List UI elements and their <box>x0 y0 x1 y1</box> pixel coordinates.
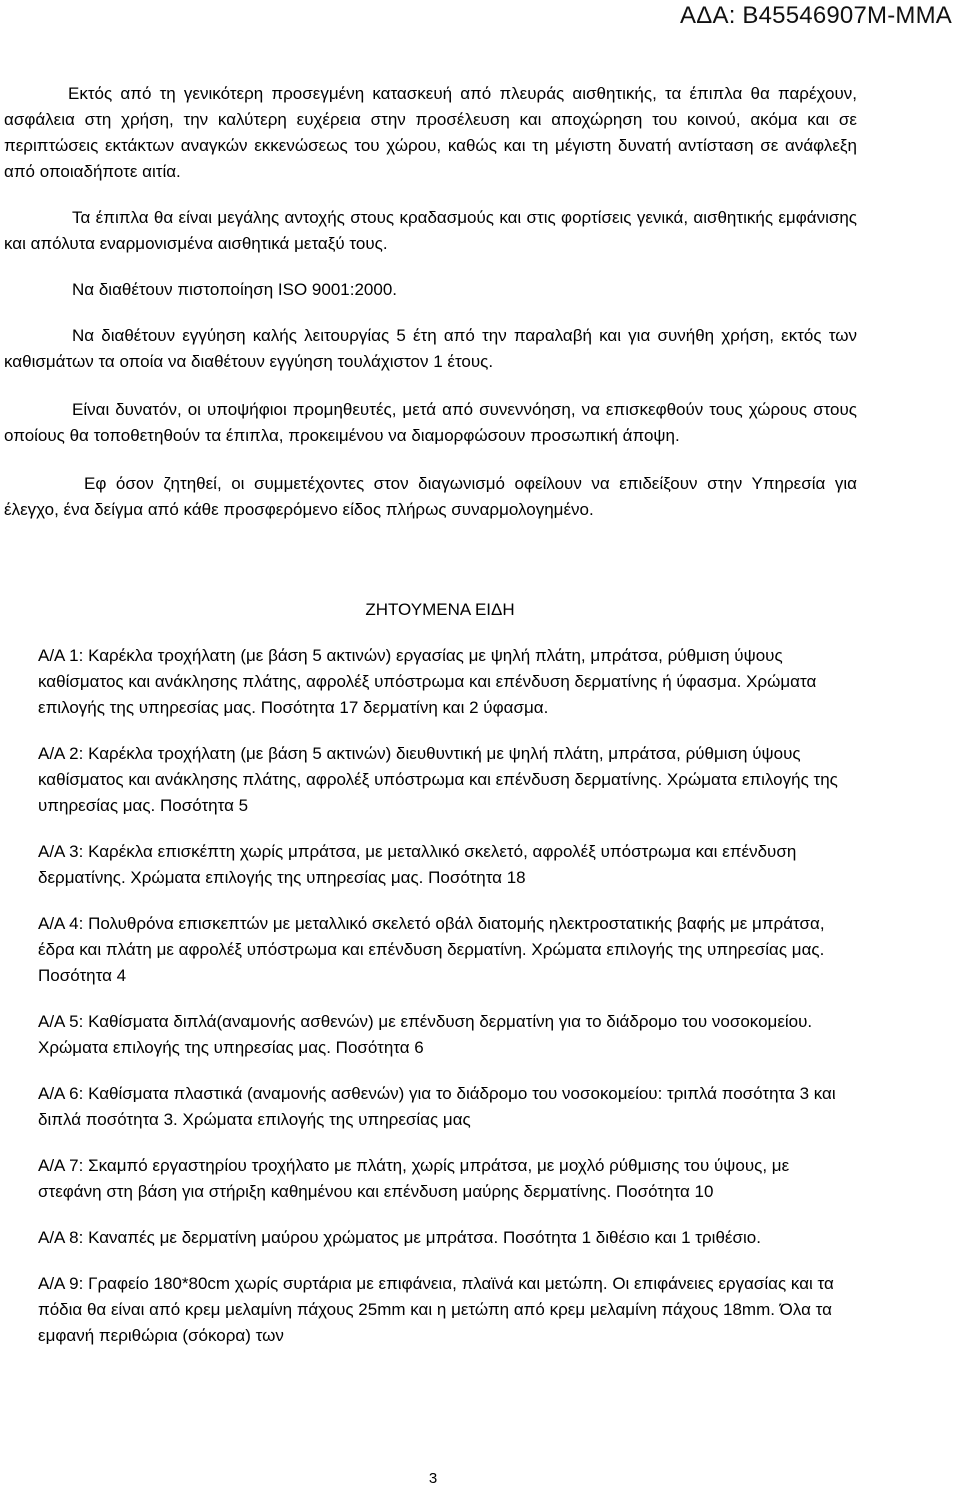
list-item <box>38 1271 853 1349</box>
intro-paragraph-1: Εκτός από τη γενικότερη προσεγμένη κατασκευή από πλευράς αισθητικής, τα έπιπλα θα παρέχουν, ασφάλεια στη χρήση, την καλύτερη ευχέρεια στην προσέλευση και αποχώρηση του κοινού, ακόμα και σε περιπτώσεις εκτάκτων αναγκών εκκενώσεως του χώρου, καθώς και τη μέγιστη δυνατή αντίσταση σε ανάφλεξη από οποιαδήποτε αιτία. <box>4 84 857 181</box>
intro-paragraph-4: Να διαθέτουν εγγύηση καλής λειτουργίας 5 έτη από την παραλαβή και για συνήθη χρήση, εκτός των καθισμάτων τα οποία να διαθέτουν εγγύηση τουλάχιστον 1 έτους. <box>4 326 857 371</box>
item-text-4: Α/Α 4: Πολυθρόνα επισκεπτών με μεταλλικό σκελετό οβάλ διατομής ηλεκτροστατικής βαφής με μπράτσα, έδρα και πλάτη με αφρολέξ υπόστρωμα και επένδυση δερματίνη. Χρώματα επιλογής της υπηρεσίας μας. Ποσότητα 4 <box>38 914 825 985</box>
intro-paragraph-6: Εφ όσον ζητηθεί, οι συμμετέχοντες στον διαγωνισμό οφείλουν να επιδείξουν στην Υπηρεσία για έλεγχο, ένα δείγμα από κάθε προσφερόμενο είδος πλήρως συναρμολογημένο. <box>4 474 857 519</box>
item-text-3: Α/Α 3: Καρέκλα επισκέπτη χωρίς μπράτσα, με μεταλλικό σκελετό, αφρολέξ υπόστρωμα και επένδυση δερματίνης. Χρώματα επιλογής της υπηρεσίας μας. Ποσότητα 18 <box>38 842 797 887</box>
item-text-1: Α/Α 1: Καρέκλα τροχήλατη (με βάση 5 ακτινών) εργασίας με ψηλή πλάτη, μπράτσα, ρύθμιση ύψους καθίσματος και ανάκλησης πλάτης, αφρολέξ υπόστρωμα και επένδυση δερματίνης ή ύφασμα. Χρώματα επιλογής της υπηρεσίας μας. Ποσότητα 17 δερματίνη και 2 ύφασμα. <box>38 646 817 717</box>
ada-identifier: ΑΔΑ: Β45546907Μ-ΜΜΑ <box>680 2 952 29</box>
list-item <box>38 643 853 721</box>
item-text-5: Α/Α 5: Καθίσματα διπλά(αναμονής ασθενών) με επένδυση δερματίνη για το διάδρομο του νοσοκομείου. Χρώματα επιλογής της υπηρεσίας μας. Ποσότητα 6 <box>38 1012 813 1057</box>
section-title: ΖΗΤΟΥΜΕΝΑ ΕΙΔΗ <box>365 600 515 619</box>
list-item <box>38 911 853 989</box>
list-item <box>38 1225 853 1251</box>
item-text-6: Α/Α 6: Καθίσματα πλαστικά (αναμονής ασθενών) για το διάδρομο του νοσοκομείου: τριπλά ποσότητα 3 και διπλά ποσότητα 3. Χρώματα επιλογής της υπηρεσίας μας <box>38 1084 836 1129</box>
intro-paragraph-5: Είναι δυνατόν, οι υποψήφιοι προμηθευτές, μετά από συνεννόηση, να επισκεφθούν τους χώρους στους οποίους θα τοποθετηθούν τα έπιπλα, προκειμένου να διαμορφώσουν προσωπική άποψη. <box>4 400 857 445</box>
item-text-7: Α/Α 7: Σκαμπό εργαστηρίου τροχήλατο με πλάτη, χωρίς μπράτσα, με μοχλό ρύθμισης του ύψους, με στεφάνη στη βάση για στήριξη καθημένου και επένδυση μαύρης δερματίνης. Ποσότητα 10 <box>38 1156 790 1201</box>
item-text-2: Α/Α 2: Καρέκλα τροχήλατη (με βάση 5 ακτινών) διευθυντική με ψηλή πλάτη, μπράτσα, ρύθμιση ύψους καθίσματος και ανάκλησης πλάτης, αφρολέξ υπόστρωμα και επένδυση δερματίνης. Χρώματα επιλογής της υπηρεσίας μας. Ποσότητα 5 <box>38 744 838 815</box>
item-text-9: Α/Α 9: Γραφείο 180*80cm χωρίς συρτάρια με επιφάνεια, πλαϊνά και μετώπη. Οι επιφάνειες εργασίας και τα πόδια θα είναι από κρεμ μελαμίνη πάχους 25mm και η μετώπη από κρεμ μελαμίνη πάχους 18mm. Όλα τα εμφανή περιθώρια (σόκορα) των <box>38 1274 834 1345</box>
list-item <box>38 839 853 891</box>
list-item <box>38 1081 853 1133</box>
requested-items-list <box>38 643 853 1369</box>
list-item <box>38 1009 853 1061</box>
list-item <box>38 1153 853 1205</box>
list-item <box>38 741 853 819</box>
intro-paragraph-3: Να διαθέτουν πιστοποίηση ISO 9001:2000. <box>72 280 398 299</box>
page-number: 3 <box>428 1470 438 1487</box>
intro-paragraph-2: Τα έπιπλα θα είναι μεγάλης αντοχής στους κραδασμούς και στις φορτίσεις γενικά, αισθητικής εμφάνισης και απόλυτα εναρμονισμένα αισθητικά μεταξύ τους. <box>4 208 857 253</box>
item-text-8: Α/Α 8: Καναπές με δερματίνη μαύρου χρώματος με μπράτσα. Ποσότητα 1 διθέσιο και 1 τριθέσιο. <box>38 1228 761 1247</box>
